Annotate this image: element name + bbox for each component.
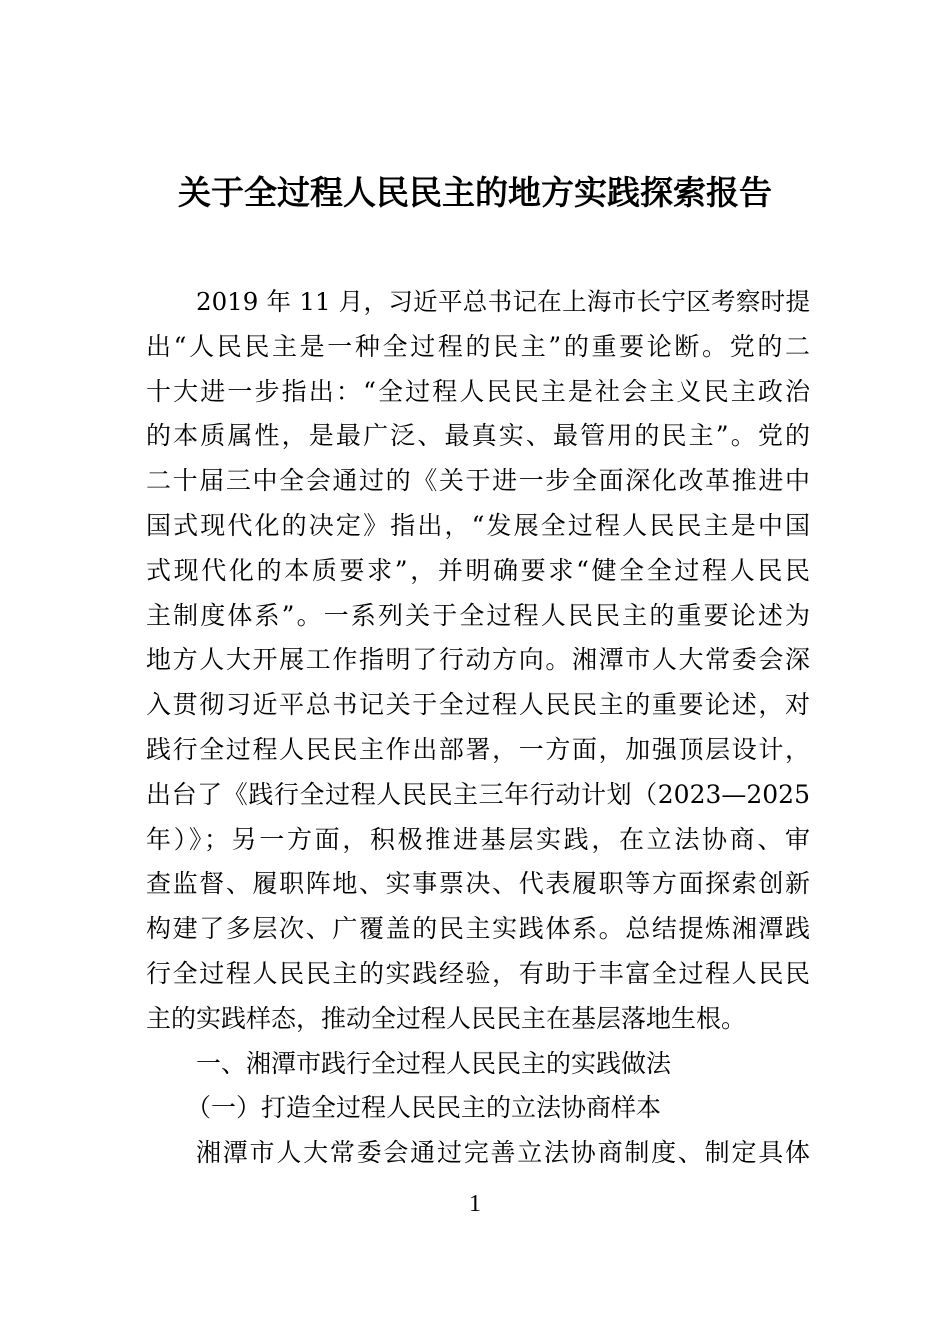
body-line: 行全过程人民民主的实践经验，有助于丰富全过程人民民 (146, 958, 810, 988)
section-heading: 一、湘潭市践行全过程人民民主的实践做法 (196, 1048, 672, 1078)
body-line: 主制度体系”。一系列关于全过程人民民主的重要论述为 (146, 600, 810, 630)
body-line: 式现代化的本质要求”，并明确要求“健全全过程人民民 (146, 555, 810, 585)
body-line: 2019 年 11 月，习近平总书记在上海市长宁区考察时提 (196, 287, 810, 316)
body-line: 查监督、履职阵地、实事票决、代表履职等方面探索创新 (146, 869, 810, 899)
body-line: 构建了多层次、广覆盖的民主实践体系。总结提炼湘潭践 (146, 914, 810, 944)
body-line: 湘潭市人大常委会通过完善立法协商制度、制定具体 (196, 1138, 810, 1168)
subsection-heading: （一）打造全过程人民民主的立法协商样本 (186, 1093, 662, 1123)
body-line: 出“人民民主是一种全过程的民主”的重要论断。党的二 (146, 331, 810, 361)
page-number: 1 (469, 1191, 481, 1217)
body-line: 年）》；另一方面，积极推进基层实践，在立法协商、审 (146, 824, 810, 854)
body-line: 践行全过程人民民主作出部署，一方面，加强顶层设计， (146, 734, 810, 764)
body-line: 入贯彻习近平总书记关于全过程人民民主的重要论述，对 (146, 690, 810, 720)
body-line: 主的实践样态，推动全过程人民民主在基层落地生根。 (146, 1003, 747, 1033)
body-line: 地方人大开展工作指明了行动方向。湘潭市人大常委会深 (146, 645, 810, 675)
document-title: 关于全过程人民民主的地方实践探索报告 (178, 173, 772, 212)
body-line: 的本质属性，是最广泛、最真实、最管用的民主”。党的 (146, 421, 810, 451)
body-line: 出台了《践行全过程人民民主三年行动计划（2023—2025 (146, 779, 810, 809)
body-line: 国式现代化的决定》指出，“发展全过程人民民主是中国 (146, 510, 810, 540)
document-body (146, 280, 810, 1176)
body-line: 二十届三中全会通过的《关于进一步全面深化改革推进中 (146, 466, 810, 496)
body-line: 十大进一步指出：“全过程人民民主是社会主义民主政治 (146, 376, 810, 406)
